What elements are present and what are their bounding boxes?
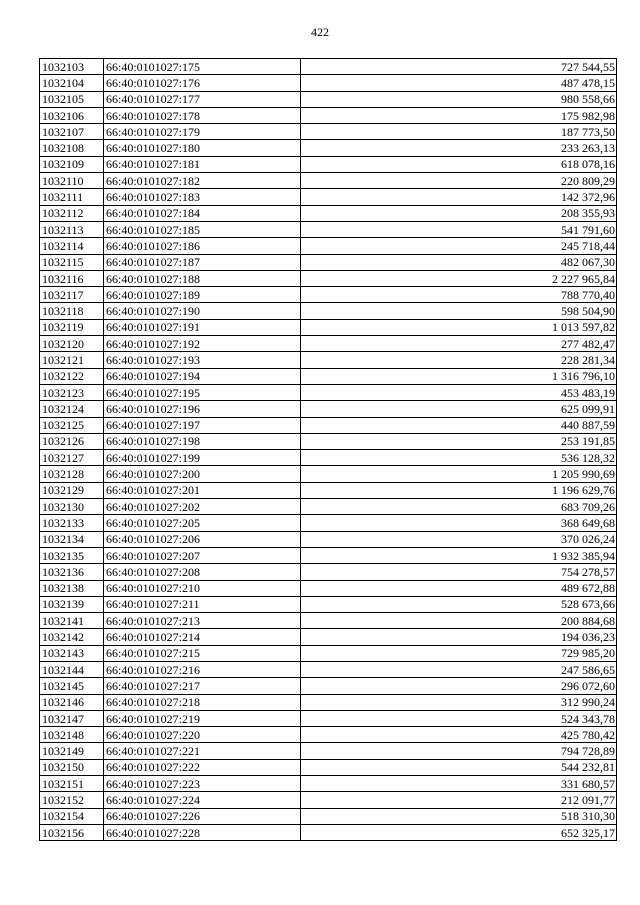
- row-number-cell: 1032109: [40, 156, 104, 172]
- cadastral-number-cell: 66:40:0101027:191: [104, 319, 301, 335]
- row-number-cell: 1032117: [40, 287, 104, 303]
- table-row: [40, 384, 617, 400]
- cadastral-value-cell: 368 649,68: [301, 515, 617, 531]
- table-row: [40, 466, 617, 482]
- row-number-cell: 1032113: [40, 221, 104, 237]
- cadastral-number-cell: 66:40:0101027:188: [104, 270, 301, 286]
- row-number-cell: 1032119: [40, 319, 104, 335]
- table-row: [40, 450, 617, 466]
- table-row: [40, 499, 617, 515]
- cadastral-value-cell: 683 709,26: [301, 499, 617, 515]
- row-number-cell: 1032114: [40, 238, 104, 254]
- table-row: [40, 173, 617, 189]
- cadastral-number-cell: 66:40:0101027:205: [104, 515, 301, 531]
- table-body: [40, 59, 617, 841]
- cadastral-number-cell: 66:40:0101027:197: [104, 417, 301, 433]
- cadastral-value-cell: 296 072,60: [301, 678, 617, 694]
- cadastral-number-cell: 66:40:0101027:207: [104, 547, 301, 563]
- row-number-cell: 1032152: [40, 792, 104, 808]
- table-row: [40, 743, 617, 759]
- cadastral-number-cell: 66:40:0101027:226: [104, 808, 301, 824]
- cadastral-value-cell: 187 773,50: [301, 124, 617, 140]
- cadastral-value-cell: 440 887,59: [301, 417, 617, 433]
- row-number-cell: 1032103: [40, 59, 104, 75]
- row-number-cell: 1032110: [40, 173, 104, 189]
- cadastral-value-cell: 489 672,88: [301, 580, 617, 596]
- cadastral-number-cell: 66:40:0101027:211: [104, 596, 301, 612]
- row-number-cell: 1032107: [40, 124, 104, 140]
- cadastral-number-cell: 66:40:0101027:217: [104, 678, 301, 694]
- cadastral-number-cell: 66:40:0101027:223: [104, 776, 301, 792]
- cadastral-value-cell: 220 809,29: [301, 173, 617, 189]
- table-row: [40, 596, 617, 612]
- cadastral-number-cell: 66:40:0101027:198: [104, 433, 301, 449]
- cadastral-value-cell: 652 325,17: [301, 824, 617, 840]
- row-number-cell: 1032156: [40, 824, 104, 840]
- row-number-cell: 1032151: [40, 776, 104, 792]
- cadastral-number-cell: 66:40:0101027:194: [104, 368, 301, 384]
- row-number-cell: 1032129: [40, 482, 104, 498]
- row-number-cell: 1032122: [40, 368, 104, 384]
- row-number-cell: 1032141: [40, 613, 104, 629]
- cadastral-number-cell: 66:40:0101027:219: [104, 710, 301, 726]
- table-row: [40, 580, 617, 596]
- row-number-cell: 1032116: [40, 270, 104, 286]
- cadastral-number-cell: 66:40:0101027:202: [104, 499, 301, 515]
- cadastral-number-cell: 66:40:0101027:180: [104, 140, 301, 156]
- cadastral-value-cell: 1 013 597,82: [301, 319, 617, 335]
- cadastral-number-cell: 66:40:0101027:193: [104, 352, 301, 368]
- cadastral-number-cell: 66:40:0101027:186: [104, 238, 301, 254]
- cadastral-value-cell: 425 780,42: [301, 727, 617, 743]
- cadastral-value-cell: 536 128,32: [301, 450, 617, 466]
- cadastral-number-cell: 66:40:0101027:181: [104, 156, 301, 172]
- table-row: [40, 433, 617, 449]
- table-row: [40, 759, 617, 775]
- row-number-cell: 1032111: [40, 189, 104, 205]
- cadastral-number-cell: 66:40:0101027:214: [104, 629, 301, 645]
- cadastral-value-cell: 625 099,91: [301, 401, 617, 417]
- table-row: [40, 727, 617, 743]
- row-number-cell: 1032150: [40, 759, 104, 775]
- row-number-cell: 1032134: [40, 531, 104, 547]
- cadastral-number-cell: 66:40:0101027:199: [104, 450, 301, 466]
- row-number-cell: 1032108: [40, 140, 104, 156]
- cadastral-number-cell: 66:40:0101027:224: [104, 792, 301, 808]
- cadastral-value-cell: 277 482,47: [301, 336, 617, 352]
- cadastral-value-cell: 1 196 629,76: [301, 482, 617, 498]
- row-number-cell: 1032104: [40, 75, 104, 91]
- table-row: [40, 661, 617, 677]
- row-number-cell: 1032124: [40, 401, 104, 417]
- cadastral-number-cell: 66:40:0101027:201: [104, 482, 301, 498]
- cadastral-number-cell: 66:40:0101027:175: [104, 59, 301, 75]
- cadastral-number-cell: 66:40:0101027:220: [104, 727, 301, 743]
- table-row: [40, 515, 617, 531]
- cadastral-value-cell: 142 372,96: [301, 189, 617, 205]
- table-row: [40, 824, 617, 840]
- cadastral-value-cell: 1 932 385,94: [301, 547, 617, 563]
- cadastral-value-cell: 245 718,44: [301, 238, 617, 254]
- row-number-cell: 1032127: [40, 450, 104, 466]
- cadastral-number-cell: 66:40:0101027:179: [104, 124, 301, 140]
- cadastral-number-cell: 66:40:0101027:185: [104, 221, 301, 237]
- cadastral-number-cell: 66:40:0101027:192: [104, 336, 301, 352]
- row-number-cell: 1032147: [40, 710, 104, 726]
- cadastral-number-cell: 66:40:0101027:222: [104, 759, 301, 775]
- cadastral-number-cell: 66:40:0101027:200: [104, 466, 301, 482]
- cadastral-value-cell: 544 232,81: [301, 759, 617, 775]
- row-number-cell: 1032133: [40, 515, 104, 531]
- cadastral-value-table: [39, 58, 617, 841]
- row-number-cell: 1032143: [40, 645, 104, 661]
- cadastral-value-cell: 370 026,24: [301, 531, 617, 547]
- table-row: [40, 189, 617, 205]
- cadastral-value-cell: 788 770,40: [301, 287, 617, 303]
- cadastral-value-cell: 794 728,89: [301, 743, 617, 759]
- cadastral-value-cell: 541 791,60: [301, 221, 617, 237]
- table-row: [40, 710, 617, 726]
- table-row: [40, 401, 617, 417]
- row-number-cell: 1032148: [40, 727, 104, 743]
- table-row: [40, 694, 617, 710]
- cadastral-value-cell: 194 036,23: [301, 629, 617, 645]
- table-row: [40, 336, 617, 352]
- cadastral-value-cell: 727 544,55: [301, 59, 617, 75]
- row-number-cell: 1032128: [40, 466, 104, 482]
- cadastral-number-cell: 66:40:0101027:183: [104, 189, 301, 205]
- row-number-cell: 1032144: [40, 661, 104, 677]
- table-row: [40, 564, 617, 580]
- table-row: [40, 140, 617, 156]
- cadastral-value-cell: 729 985,20: [301, 645, 617, 661]
- cadastral-value-cell: 518 310,30: [301, 808, 617, 824]
- page-number: 422: [311, 25, 329, 39]
- cadastral-value-cell: 331 680,57: [301, 776, 617, 792]
- cadastral-number-cell: 66:40:0101027:184: [104, 205, 301, 221]
- cadastral-number-cell: 66:40:0101027:176: [104, 75, 301, 91]
- table-row: [40, 808, 617, 824]
- table-row: [40, 482, 617, 498]
- cadastral-value-cell: 233 263,13: [301, 140, 617, 156]
- table-row: [40, 303, 617, 319]
- table-row: [40, 547, 617, 563]
- table-row: [40, 531, 617, 547]
- cadastral-value-cell: 228 281,34: [301, 352, 617, 368]
- row-number-cell: 1032123: [40, 384, 104, 400]
- row-number-cell: 1032121: [40, 352, 104, 368]
- cadastral-value-cell: 524 343,78: [301, 710, 617, 726]
- cadastral-number-cell: 66:40:0101027:221: [104, 743, 301, 759]
- cadastral-number-cell: 66:40:0101027:210: [104, 580, 301, 596]
- cadastral-value-cell: 247 586,65: [301, 661, 617, 677]
- table-row: [40, 645, 617, 661]
- table-row: [40, 792, 617, 808]
- cadastral-value-cell: 253 191,85: [301, 433, 617, 449]
- row-number-cell: 1032146: [40, 694, 104, 710]
- row-number-cell: 1032135: [40, 547, 104, 563]
- cadastral-value-cell: 487 478,15: [301, 75, 617, 91]
- cadastral-number-cell: 66:40:0101027:218: [104, 694, 301, 710]
- row-number-cell: 1032126: [40, 433, 104, 449]
- row-number-cell: 1032106: [40, 107, 104, 123]
- row-number-cell: 1032139: [40, 596, 104, 612]
- cadastral-number-cell: 66:40:0101027:190: [104, 303, 301, 319]
- cadastral-value-cell: 1 205 990,69: [301, 466, 617, 482]
- table-row: [40, 368, 617, 384]
- table-row: [40, 124, 617, 140]
- cadastral-number-cell: 66:40:0101027:228: [104, 824, 301, 840]
- row-number-cell: 1032136: [40, 564, 104, 580]
- cadastral-value-cell: 482 067,30: [301, 254, 617, 270]
- cadastral-value-cell: 212 091,77: [301, 792, 617, 808]
- row-number-cell: 1032130: [40, 499, 104, 515]
- cadastral-value-cell: 208 355,93: [301, 205, 617, 221]
- row-number-cell: 1032154: [40, 808, 104, 824]
- cadastral-number-cell: 66:40:0101027:178: [104, 107, 301, 123]
- cadastral-value-cell: 200 884,68: [301, 613, 617, 629]
- cadastral-number-cell: 66:40:0101027:182: [104, 173, 301, 189]
- cadastral-value-cell: 980 558,66: [301, 91, 617, 107]
- table-row: [40, 270, 617, 286]
- table-row: [40, 221, 617, 237]
- row-number-cell: 1032115: [40, 254, 104, 270]
- table-row: [40, 107, 617, 123]
- table-row: [40, 91, 617, 107]
- cadastral-number-cell: 66:40:0101027:195: [104, 384, 301, 400]
- cadastral-number-cell: 66:40:0101027:216: [104, 661, 301, 677]
- cadastral-value-cell: 754 278,57: [301, 564, 617, 580]
- cadastral-number-cell: 66:40:0101027:189: [104, 287, 301, 303]
- row-number-cell: 1032112: [40, 205, 104, 221]
- cadastral-value-cell: 175 982,98: [301, 107, 617, 123]
- table-row: [40, 678, 617, 694]
- table-row: [40, 629, 617, 645]
- cadastral-number-cell: 66:40:0101027:213: [104, 613, 301, 629]
- row-number-cell: 1032118: [40, 303, 104, 319]
- cadastral-value-cell: 312 990,24: [301, 694, 617, 710]
- table-row: [40, 417, 617, 433]
- table-row: [40, 59, 617, 75]
- table-row: [40, 156, 617, 172]
- table-row: [40, 75, 617, 91]
- row-number-cell: 1032120: [40, 336, 104, 352]
- cadastral-number-cell: 66:40:0101027:208: [104, 564, 301, 580]
- cadastral-value-cell: 453 483,19: [301, 384, 617, 400]
- cadastral-number-cell: 66:40:0101027:196: [104, 401, 301, 417]
- row-number-cell: 1032125: [40, 417, 104, 433]
- cadastral-number-cell: 66:40:0101027:187: [104, 254, 301, 270]
- cadastral-value-cell: 2 227 965,84: [301, 270, 617, 286]
- cadastral-number-cell: 66:40:0101027:177: [104, 91, 301, 107]
- table-row: [40, 254, 617, 270]
- row-number-cell: 1032138: [40, 580, 104, 596]
- table-row: [40, 352, 617, 368]
- row-number-cell: 1032149: [40, 743, 104, 759]
- cadastral-value-cell: 598 504,90: [301, 303, 617, 319]
- table-row: [40, 287, 617, 303]
- cadastral-value-cell: 1 316 796,10: [301, 368, 617, 384]
- row-number-cell: 1032142: [40, 629, 104, 645]
- table-row: [40, 238, 617, 254]
- table-row: [40, 319, 617, 335]
- cadastral-value-cell: 528 673,66: [301, 596, 617, 612]
- table-row: [40, 205, 617, 221]
- cadastral-number-cell: 66:40:0101027:215: [104, 645, 301, 661]
- row-number-cell: 1032105: [40, 91, 104, 107]
- cadastral-number-cell: 66:40:0101027:206: [104, 531, 301, 547]
- row-number-cell: 1032145: [40, 678, 104, 694]
- table-row: [40, 613, 617, 629]
- table-row: [40, 776, 617, 792]
- cadastral-value-cell: 618 078,16: [301, 156, 617, 172]
